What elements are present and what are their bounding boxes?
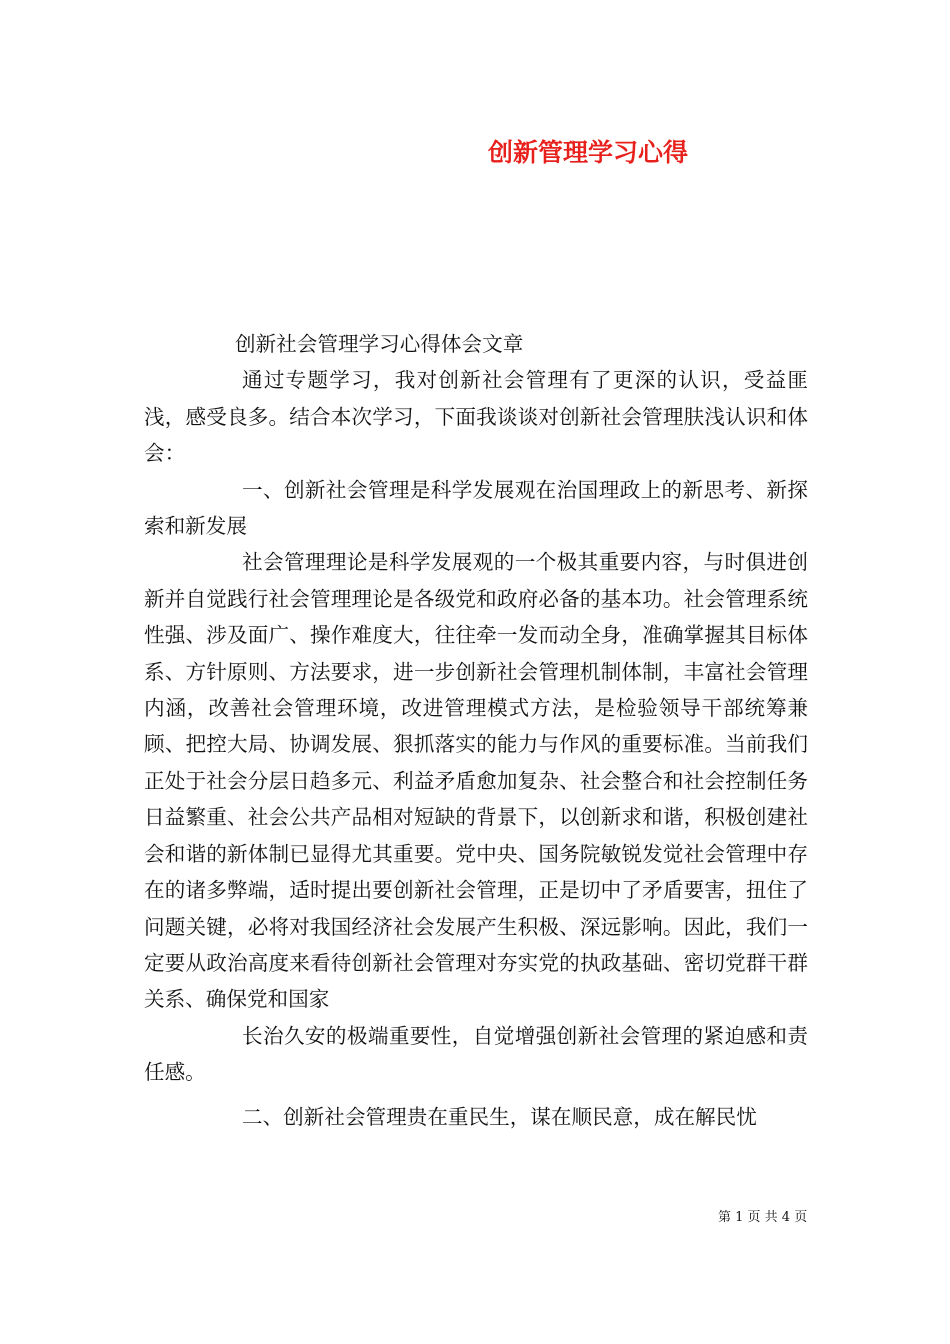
paragraph: 社会管理理论是科学发展观的一个极其重要内容，与时俱进创新并自觉践行社会管理理论是各级党和政府必备的基本功。社会管理系统性强、涉及面广、操作难度大，往往牵一发而动全身，准确掌握其目标体系、方针原则、方法要求，进一步创新社会管理机制体制，丰富社会管理内涵，改善社会管理环境，改进管理模式方法，是检验领导干部统筹兼顾、把控大局、协调发展、狠抓落实的能力与作风的重要标准。当前我们正处于社会分层日趋多元、利益矛盾愈加复杂、社会整合和社会控制任务日益繁重、社会公共产品相对短缺的背景下，以创新求和谐，积极创建社会和谐的新体制已显得尤其重要。党中央、国务院敏锐发觉社会管理中存在的诸多弊端，适时提出要创新社会管理，正是切中了矛盾要害，扭住了问题关键，必将对我国经济社会发展产生积极、深远影响。因此，我们一定要从政治高度来看待创新社会管理对夯实党的执政基础、密切党群干群关系、确保党和国家	[144, 550, 808, 1012]
document-title: 创新管理学习心得	[488, 138, 689, 167]
page-number: 第 1 页 共 4 页	[718, 1210, 808, 1225]
document-body	[144, 326, 808, 1135]
section-heading: 一、创新社会管理是科学发展观在治国理政上的新思考、新探索和新发展	[144, 477, 808, 539]
document-subtitle: 创新社会管理学习心得体会文章	[235, 332, 524, 356]
section-heading: 二、创新社会管理贵在重民生，谋在顺民意，成在解民忧	[242, 1104, 757, 1129]
paragraph: 长治久安的极端重要性，自觉增强创新社会管理的紧迫感和责任感。	[144, 1023, 808, 1085]
paragraph: 通过专题学习，我对创新社会管理有了更深的认识，受益匪浅，感受良多。结合本次学习，下面我谈谈对创新社会管理肤浅认识和体会：	[144, 368, 808, 466]
